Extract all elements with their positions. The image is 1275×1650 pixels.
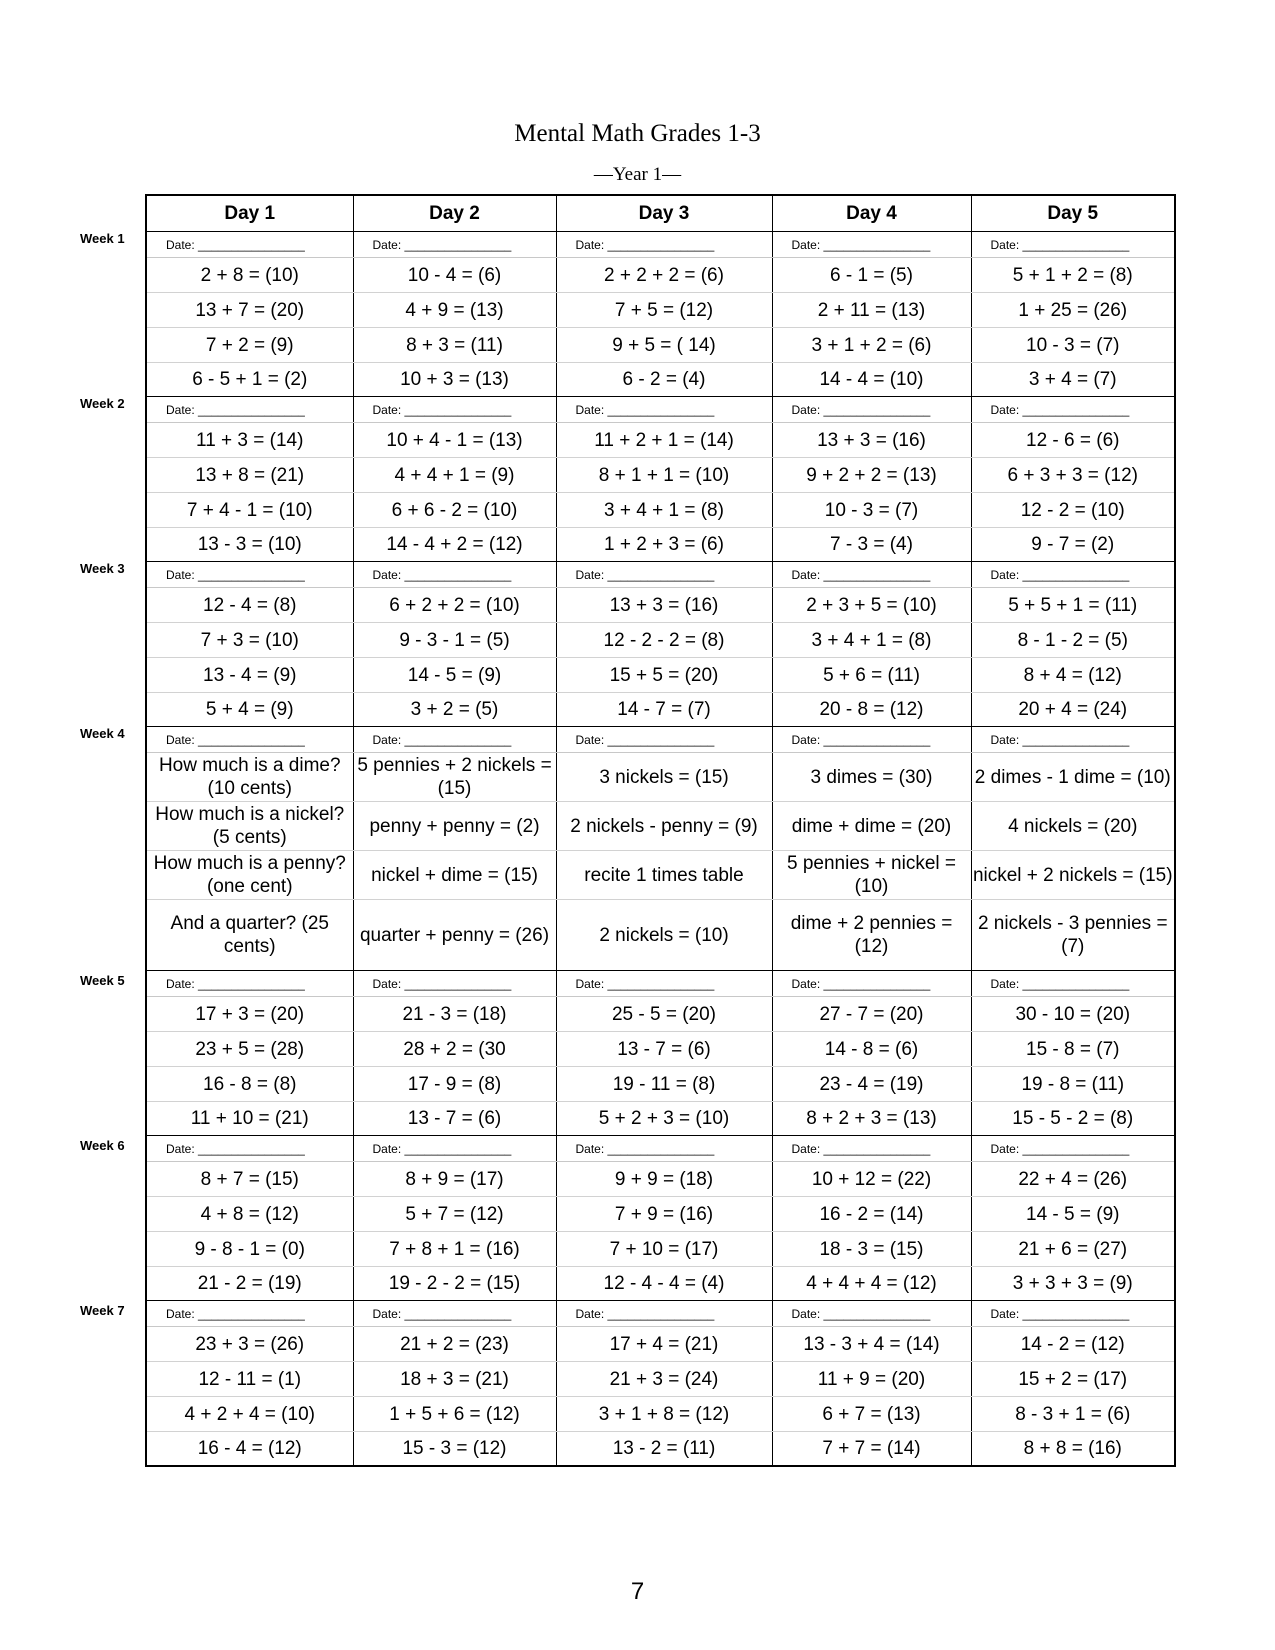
problem-cell: 12 - 2 = (10) (971, 493, 1175, 528)
date-field[interactable]: Date: ________________ (556, 727, 772, 753)
date-field[interactable]: Date: ________________ (556, 232, 772, 258)
problem-cell: 8 + 7 = (15) (146, 1162, 353, 1197)
problem-row (146, 1197, 1175, 1232)
day-header-row (146, 195, 1175, 232)
day-header: Day 5 (971, 195, 1175, 232)
date-field[interactable]: Date: ________________ (353, 1136, 556, 1162)
problem-cell: 6 + 7 = (13) (772, 1397, 971, 1432)
problem-cell: 25 - 5 = (20) (556, 997, 772, 1032)
problem-cell: 1 + 25 = (26) (971, 293, 1175, 328)
problem-cell: 10 + 4 - 1 = (13) (353, 423, 556, 458)
problem-cell: 17 - 9 = (8) (353, 1067, 556, 1102)
problem-cell: 7 + 4 - 1 = (10) (146, 493, 353, 528)
date-field[interactable]: Date: ________________ (556, 1301, 772, 1327)
problem-cell: 12 - 2 - 2 = (8) (556, 623, 772, 658)
problem-cell: 20 - 8 = (12) (772, 693, 971, 727)
problem-cell: 3 + 2 = (5) (353, 693, 556, 727)
problem-cell: 8 + 8 = (16) (971, 1432, 1175, 1467)
problem-cell: 9 - 7 = (2) (971, 528, 1175, 562)
problem-row (146, 658, 1175, 693)
problem-cell: 10 - 3 = (7) (772, 493, 971, 528)
problem-cell: 7 + 5 = (12) (556, 293, 772, 328)
problem-cell: 15 - 8 = (7) (971, 1032, 1175, 1067)
problem-cell: 8 + 1 + 1 = (10) (556, 458, 772, 493)
date-field[interactable]: Date: ________________ (556, 562, 772, 588)
problem-cell: 8 + 9 = (17) (353, 1162, 556, 1197)
problem-cell: 2 + 3 + 5 = (10) (772, 588, 971, 623)
problem-cell: 15 + 2 = (17) (971, 1362, 1175, 1397)
problem-row (146, 258, 1175, 293)
problem-cell: 5 + 7 = (12) (353, 1197, 556, 1232)
date-row (146, 727, 1175, 753)
problem-cell: 13 + 3 = (16) (556, 588, 772, 623)
problem-cell: 5 pennies + 2 nickels = (15) (353, 753, 556, 802)
problem-cell: 5 pennies + nickel = (10) (772, 851, 971, 900)
date-field[interactable]: Date: ________________ (971, 1136, 1175, 1162)
date-field[interactable]: Date: ________________ (971, 1301, 1175, 1327)
problem-cell: 2 nickels - penny = (9) (556, 802, 772, 851)
week-label: Week 1 (80, 231, 125, 246)
problem-cell: 14 - 4 = (10) (772, 363, 971, 397)
problem-cell: 6 + 6 - 2 = (10) (353, 493, 556, 528)
problem-row (146, 753, 1175, 802)
problem-cell: 7 + 10 = (17) (556, 1232, 772, 1267)
problem-cell: 8 + 4 = (12) (971, 658, 1175, 693)
problem-row (146, 458, 1175, 493)
problem-cell: 5 + 6 = (11) (772, 658, 971, 693)
week-label: Week 4 (80, 726, 125, 741)
problem-cell: 21 + 2 = (23) (353, 1327, 556, 1362)
problem-cell: 11 + 3 = (14) (146, 423, 353, 458)
problem-cell: 9 + 9 = (18) (556, 1162, 772, 1197)
problem-cell: 5 + 2 + 3 = (10) (556, 1102, 772, 1136)
problem-cell: 3 dimes = (30) (772, 753, 971, 802)
problem-cell: 8 - 3 + 1 = (6) (971, 1397, 1175, 1432)
problem-cell: 23 + 5 = (28) (146, 1032, 353, 1067)
problem-cell: dime + dime = (20) (772, 802, 971, 851)
mental-math-table (145, 194, 1176, 1467)
problem-cell: nickel + dime = (15) (353, 851, 556, 900)
problem-cell: 19 - 11 = (8) (556, 1067, 772, 1102)
problem-row (146, 1067, 1175, 1102)
problem-cell: 13 - 3 + 4 = (14) (772, 1327, 971, 1362)
day-header: Day 2 (353, 195, 556, 232)
date-row (146, 232, 1175, 258)
problem-cell: quarter + penny = (26) (353, 900, 556, 971)
problem-cell: 7 + 2 = (9) (146, 328, 353, 363)
date-field[interactable]: Date: ________________ (772, 232, 971, 258)
problem-cell: 13 + 3 = (16) (772, 423, 971, 458)
problem-row (146, 802, 1175, 851)
problem-cell: 14 - 4 + 2 = (12) (353, 528, 556, 562)
problem-row (146, 1267, 1175, 1301)
problem-cell: 8 + 3 = (11) (353, 328, 556, 363)
problem-cell: 30 - 10 = (20) (971, 997, 1175, 1032)
problem-cell: 7 + 3 = (10) (146, 623, 353, 658)
problem-cell: 23 + 3 = (26) (146, 1327, 353, 1362)
date-row (146, 971, 1175, 997)
problem-cell: 3 nickels = (15) (556, 753, 772, 802)
date-row (146, 1136, 1175, 1162)
problem-cell: 12 - 11 = (1) (146, 1362, 353, 1397)
date-field[interactable]: Date: ________________ (146, 562, 353, 588)
day-header: Day 3 (556, 195, 772, 232)
problem-cell: 4 + 4 + 1 = (9) (353, 458, 556, 493)
problem-cell: 10 - 3 = (7) (971, 328, 1175, 363)
problem-cell: How much is a nickel? (5 cents) (146, 802, 353, 851)
problem-cell: 11 + 2 + 1 = (14) (556, 423, 772, 458)
date-field[interactable]: Date: ________________ (353, 562, 556, 588)
problem-cell: 28 + 2 = (30 (353, 1032, 556, 1067)
table-body (146, 232, 1175, 1467)
problem-cell: 21 - 2 = (19) (146, 1267, 353, 1301)
problem-cell: 3 + 1 + 8 = (12) (556, 1397, 772, 1432)
problem-cell: 14 - 5 = (9) (353, 658, 556, 693)
problem-cell: How much is a penny? (one cent) (146, 851, 353, 900)
date-field[interactable]: Date: ________________ (353, 232, 556, 258)
problem-cell: 3 + 4 + 1 = (8) (556, 493, 772, 528)
page-subtitle: —Year 1— (593, 164, 682, 185)
date-field[interactable]: Date: ________________ (353, 971, 556, 997)
problem-cell: 13 + 7 = (20) (146, 293, 353, 328)
problem-cell: 6 - 2 = (4) (556, 363, 772, 397)
date-field[interactable]: Date: ________________ (971, 397, 1175, 423)
problem-row (146, 528, 1175, 562)
problem-cell: 9 + 2 + 2 = (13) (772, 458, 971, 493)
problem-cell: 9 + 5 = ( 14) (556, 328, 772, 363)
problem-cell: 10 + 3 = (13) (353, 363, 556, 397)
problem-row (146, 851, 1175, 900)
week-label: Week 6 (80, 1138, 125, 1153)
problem-cell: 21 + 6 = (27) (971, 1232, 1175, 1267)
problem-cell: 2 nickels - 3 pennies = (7) (971, 900, 1175, 971)
date-field[interactable]: Date: ________________ (146, 1301, 353, 1327)
date-field[interactable]: Date: ________________ (772, 1136, 971, 1162)
problem-cell: 7 - 3 = (4) (772, 528, 971, 562)
date-field[interactable]: Date: ________________ (146, 971, 353, 997)
day-header: Day 1 (146, 195, 353, 232)
problem-cell: 15 - 5 - 2 = (8) (971, 1102, 1175, 1136)
problem-cell: 13 - 7 = (6) (353, 1102, 556, 1136)
problem-cell: 3 + 3 + 3 = (9) (971, 1267, 1175, 1301)
page-title: Mental Math Grades 1-3 (514, 120, 761, 147)
date-field[interactable]: Date: ________________ (772, 562, 971, 588)
problem-cell: 6 - 5 + 1 = (2) (146, 363, 353, 397)
date-field[interactable]: Date: ________________ (353, 727, 556, 753)
problem-cell: 3 + 4 + 1 = (8) (772, 623, 971, 658)
problem-cell: 16 - 4 = (12) (146, 1432, 353, 1467)
problem-row (146, 900, 1175, 971)
problem-cell: 7 + 8 + 1 = (16) (353, 1232, 556, 1267)
date-field[interactable]: Date: ________________ (772, 727, 971, 753)
problem-cell: 22 + 4 = (26) (971, 1162, 1175, 1197)
date-field[interactable]: Date: ________________ (971, 232, 1175, 258)
problem-cell: 1 + 2 + 3 = (6) (556, 528, 772, 562)
problem-cell: 13 + 8 = (21) (146, 458, 353, 493)
problem-row (146, 693, 1175, 727)
problem-cell: 4 + 8 = (12) (146, 1197, 353, 1232)
problem-row (146, 1032, 1175, 1067)
date-row (146, 397, 1175, 423)
problem-cell: 12 - 6 = (6) (971, 423, 1175, 458)
problem-cell: 7 + 7 = (14) (772, 1432, 971, 1467)
problem-cell: 12 - 4 - 4 = (4) (556, 1267, 772, 1301)
date-field[interactable]: Date: ________________ (772, 971, 971, 997)
problem-cell: 11 + 9 = (20) (772, 1362, 971, 1397)
problem-cell: 21 + 3 = (24) (556, 1362, 772, 1397)
problem-cell: nickel + 2 nickels = (15) (971, 851, 1175, 900)
problem-row (146, 1327, 1175, 1362)
week-label: Week 5 (80, 973, 125, 988)
problem-cell: 9 - 3 - 1 = (5) (353, 623, 556, 658)
problem-cell: 4 + 9 = (13) (353, 293, 556, 328)
problem-cell: 5 + 4 = (9) (146, 693, 353, 727)
problem-cell: 11 + 10 = (21) (146, 1102, 353, 1136)
problem-cell: 15 - 3 = (12) (353, 1432, 556, 1467)
date-field[interactable]: Date: ________________ (971, 727, 1175, 753)
problem-cell: 6 - 1 = (5) (772, 258, 971, 293)
problem-cell: 6 + 3 + 3 = (12) (971, 458, 1175, 493)
problem-cell: 2 dimes - 1 dime = (10) (971, 753, 1175, 802)
problem-cell: 4 + 4 + 4 = (12) (772, 1267, 971, 1301)
problem-cell: 14 - 7 = (7) (556, 693, 772, 727)
problem-cell: 4 nickels = (20) (971, 802, 1175, 851)
problem-cell: 19 - 8 = (11) (971, 1067, 1175, 1102)
problem-row (146, 293, 1175, 328)
problem-row (146, 1362, 1175, 1397)
week-label: Week 3 (80, 561, 125, 576)
problem-cell: 17 + 4 = (21) (556, 1327, 772, 1362)
problem-row (146, 1102, 1175, 1136)
problem-cell: 5 + 5 + 1 = (11) (971, 588, 1175, 623)
date-field[interactable]: Date: ________________ (353, 397, 556, 423)
problem-cell: 10 + 12 = (22) (772, 1162, 971, 1197)
problem-cell: How much is a dime? (10 cents) (146, 753, 353, 802)
problem-cell: 27 - 7 = (20) (772, 997, 971, 1032)
problem-cell: 6 + 2 + 2 = (10) (353, 588, 556, 623)
problem-cell: 3 + 4 = (7) (971, 363, 1175, 397)
date-field[interactable]: Date: ________________ (772, 1301, 971, 1327)
problem-cell: 23 - 4 = (19) (772, 1067, 971, 1102)
problem-cell: 2 + 2 + 2 = (6) (556, 258, 772, 293)
problem-cell: 17 + 3 = (20) (146, 997, 353, 1032)
problem-cell: 13 - 4 = (9) (146, 658, 353, 693)
problem-cell: 2 + 11 = (13) (772, 293, 971, 328)
problem-row (146, 623, 1175, 658)
problem-cell: 5 + 1 + 2 = (8) (971, 258, 1175, 293)
date-field[interactable]: Date: ________________ (146, 397, 353, 423)
problem-cell: 14 - 2 = (12) (971, 1327, 1175, 1362)
problem-cell: 3 + 1 + 2 = (6) (772, 328, 971, 363)
problem-cell: 2 + 8 = (10) (146, 258, 353, 293)
week-label: Week 7 (80, 1303, 125, 1318)
problem-cell: 16 - 2 = (14) (772, 1197, 971, 1232)
date-field[interactable]: Date: ________________ (146, 232, 353, 258)
problem-cell: 21 - 3 = (18) (353, 997, 556, 1032)
page-number: 7 (630, 1578, 645, 1605)
problem-cell: recite 1 times table (556, 851, 772, 900)
day-header: Day 4 (772, 195, 971, 232)
problem-cell: And a quarter? (25 cents) (146, 900, 353, 971)
problem-row (146, 493, 1175, 528)
problem-cell: 20 + 4 = (24) (971, 693, 1175, 727)
date-field[interactable]: Date: ________________ (971, 971, 1175, 997)
problem-row (146, 423, 1175, 458)
problem-cell: 16 - 8 = (8) (146, 1067, 353, 1102)
date-field[interactable]: Date: ________________ (353, 1301, 556, 1327)
problem-cell: 8 - 1 - 2 = (5) (971, 623, 1175, 658)
problem-cell: 4 + 2 + 4 = (10) (146, 1397, 353, 1432)
problem-cell: 1 + 5 + 6 = (12) (353, 1397, 556, 1432)
problem-cell: 13 - 2 = (11) (556, 1432, 772, 1467)
problem-cell: 14 - 8 = (6) (772, 1032, 971, 1067)
problem-cell: dime + 2 pennies = (12) (772, 900, 971, 971)
problem-cell: 13 - 3 = (10) (146, 528, 353, 562)
problem-row (146, 997, 1175, 1032)
problem-row (146, 1162, 1175, 1197)
problem-cell: 10 - 4 = (6) (353, 258, 556, 293)
problem-cell: 15 + 5 = (20) (556, 658, 772, 693)
problem-cell: 18 + 3 = (21) (353, 1362, 556, 1397)
problem-row (146, 1397, 1175, 1432)
problem-cell: 19 - 2 - 2 = (15) (353, 1267, 556, 1301)
date-field[interactable]: Date: ________________ (556, 1136, 772, 1162)
date-field[interactable]: Date: ________________ (146, 1136, 353, 1162)
problem-cell: 2 nickels = (10) (556, 900, 772, 971)
date-field[interactable]: Date: ________________ (146, 727, 353, 753)
date-row (146, 1301, 1175, 1327)
date-field[interactable]: Date: ________________ (556, 971, 772, 997)
date-field[interactable]: Date: ________________ (772, 397, 971, 423)
date-field[interactable]: Date: ________________ (971, 562, 1175, 588)
week-label: Week 2 (80, 396, 125, 411)
problem-cell: 8 + 2 + 3 = (13) (772, 1102, 971, 1136)
problem-cell: 7 + 9 = (16) (556, 1197, 772, 1232)
date-row (146, 562, 1175, 588)
date-field[interactable]: Date: ________________ (556, 397, 772, 423)
problem-cell: 14 - 5 = (9) (971, 1197, 1175, 1232)
problem-row (146, 363, 1175, 397)
problem-cell: 12 - 4 = (8) (146, 588, 353, 623)
problem-cell: 13 - 7 = (6) (556, 1032, 772, 1067)
problem-row (146, 1232, 1175, 1267)
problem-row (146, 1432, 1175, 1467)
problem-cell: 9 - 8 - 1 = (0) (146, 1232, 353, 1267)
problem-cell: 18 - 3 = (15) (772, 1232, 971, 1267)
problem-row (146, 328, 1175, 363)
problem-row (146, 588, 1175, 623)
problem-cell: penny + penny = (2) (353, 802, 556, 851)
